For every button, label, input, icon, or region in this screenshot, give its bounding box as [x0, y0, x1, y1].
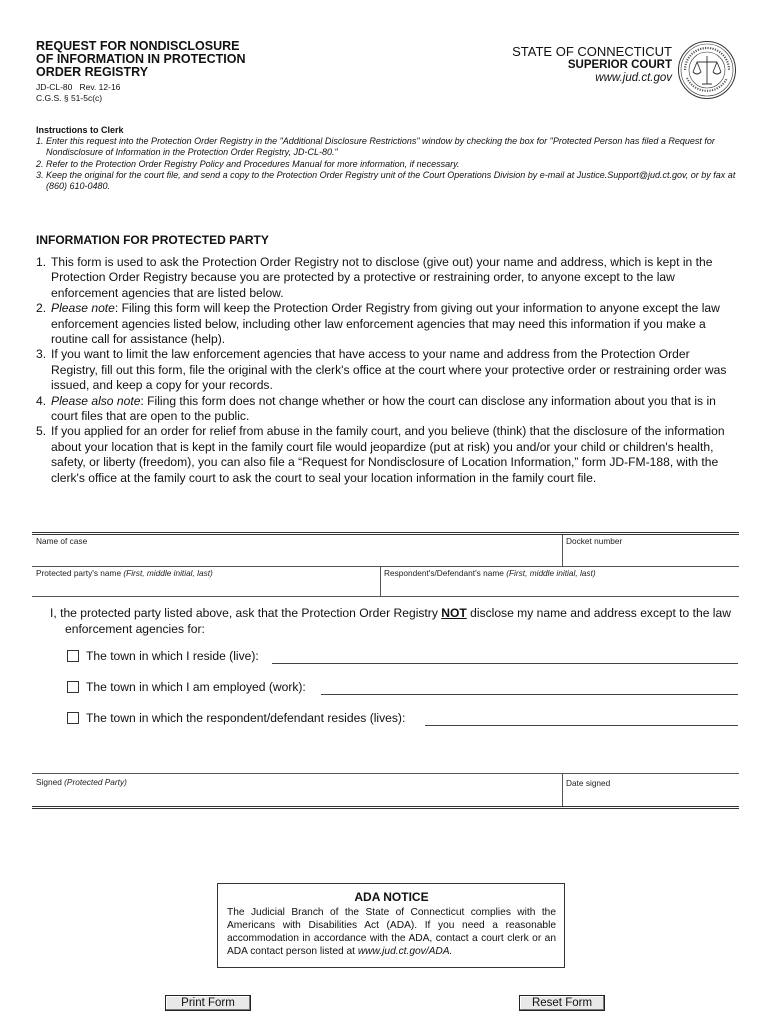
field-divider [32, 806, 739, 809]
option-reside [67, 648, 259, 664]
form-title [36, 40, 296, 79]
instruction-item [36, 136, 736, 158]
court-seal-icon [677, 40, 737, 100]
protected-party-name-text: Protected party's name [36, 568, 122, 578]
docket-number-label: Docket number [566, 536, 623, 546]
instruction-text: Refer to the Protection Order Registry Policy and Procedures Manual for more information, if necessary. [46, 158, 460, 169]
signature-block [32, 773, 739, 813]
info-emphasis: Please also note [51, 393, 141, 408]
instruction-text: Enter this request into the Protection Order Registry in the "Additional Disclosure Restrictions" window by checking the box for "Protected Person has filed a Request for Nondisclosure of Information in the Protection Order Registry, JD-CL-80." [46, 136, 715, 158]
info-number: 3. [36, 347, 47, 362]
reside-checkbox[interactable] [67, 650, 79, 662]
info-emphasis: Please note [51, 301, 115, 316]
info-number: 4. [36, 393, 47, 408]
info-number: 1. [36, 255, 47, 269]
field-divider [32, 566, 739, 567]
name-of-case-label: Name of case [36, 536, 88, 546]
date-signed-label: Date signed [566, 778, 611, 788]
ada-body-text: The Judicial Branch of the State of Connecticut complies with the Americans with Disabilities Act (ADA). If you need a reasonable accommodation in accordance with the ADA, contact a court clerk or an ADA contact person listed at [227, 907, 556, 957]
info-text-body: If you applied for an order for relief from abuse in the family court, and you believe (think) that the disclosure of the information about your location that is kept in the family court file would jeopardize (put at risk) you and/or your child or children's health, safety, or liberty (freedom), you can also file a “Request for Nondisclosure of Location Information,” form JD-FM-188, with the clerk's office at the family court to ask the court to seal your location information in the family court file. [51, 424, 725, 485]
info-text-body: This form is used to ask the Protection Order Registry not to disclose (give out) your name and address, which is kept in the Protection Order Registry because you are protected by a protective or restraining order, to anyone except to the law enforcement agencies that are listed below. [51, 255, 713, 300]
print-form-button[interactable]: Print Form [165, 995, 251, 1011]
signed-label-hint: (Protected Party) [64, 777, 127, 787]
option-respondent [67, 710, 405, 726]
nondisclosure-request [50, 605, 740, 637]
ada-notice [217, 883, 565, 968]
signature-field[interactable] [34, 787, 559, 805]
field-divider [562, 773, 563, 806]
respondent-name-label [384, 568, 596, 578]
option-label: The town in which I am employed (work): [86, 680, 306, 694]
date-signed-field[interactable] [565, 787, 737, 805]
info-item [36, 255, 738, 301]
request-not-word: NOT [441, 606, 467, 620]
instruction-number: 3. [36, 169, 44, 180]
instruction-item [36, 170, 736, 192]
info-item [36, 301, 738, 347]
statute-reference: C.G.S. § 51-5c(c) [36, 93, 103, 103]
respondent-name-text: Respondent's/Defendant's name [384, 568, 504, 578]
info-text [51, 301, 738, 347]
form-title-line: ORDER REGISTRY [36, 65, 149, 79]
info-item [36, 394, 738, 425]
field-divider [32, 773, 739, 774]
ada-body [227, 906, 556, 958]
protected-party-name-label [36, 568, 213, 578]
case-fields [32, 532, 739, 612]
info-item [36, 424, 738, 486]
employed-town-field[interactable] [321, 694, 738, 695]
option-label: The town in which I reside (live): [86, 649, 259, 663]
employed-checkbox[interactable] [67, 681, 79, 693]
field-divider [380, 566, 381, 596]
ada-link[interactable]: www.jud.ct.gov/ADA. [357, 946, 453, 957]
instruction-item [36, 159, 736, 170]
docket-number-field[interactable] [565, 546, 737, 566]
info-text [51, 394, 738, 425]
protected-party-info-list [36, 255, 738, 486]
respondent-name-hint: (First, middle initial, last) [506, 568, 596, 578]
signed-label-text: Signed [36, 777, 62, 787]
court-name: SUPERIOR COURT [567, 59, 672, 71]
form-title-line: OF INFORMATION IN PROTECTION [36, 52, 246, 66]
name-of-case-field[interactable] [34, 546, 559, 566]
protected-party-name-hint: (First, middle initial, last) [123, 568, 213, 578]
clerk-instructions [36, 125, 736, 192]
respondent-name-field[interactable] [383, 578, 737, 596]
field-divider [562, 535, 563, 567]
ada-title: ADA NOTICE [354, 890, 429, 904]
option-label: The town in which the respondent/defendant resides (lives): [86, 711, 406, 725]
instruction-number: 1. [36, 136, 44, 147]
instruction-text: Keep the original for the court file, and send a copy to the Protection Order Registry unit of the Court Operations Division by e-mail at Justice.Support@jud.ct.gov, or by fax at (860) 610-0480. [46, 169, 736, 192]
info-number: 5. [36, 424, 47, 439]
info-item [36, 347, 738, 393]
info-text [51, 255, 738, 301]
protected-party-name-field[interactable] [34, 578, 377, 596]
court-block [512, 45, 672, 85]
court-website: www.jud.ct.gov [595, 72, 672, 84]
info-text [51, 347, 738, 393]
instruction-number: 2. [36, 158, 44, 169]
info-text-body: : Filing this form does not change whether or how the court can disclose any information about you that is in court files that are open to the public. [51, 393, 716, 424]
section-title: INFORMATION FOR PROTECTED PARTY [36, 233, 269, 247]
request-text-after: disclose my name and address except to the law enforcement agencies for: [65, 606, 731, 636]
reset-form-button[interactable]: Reset Form [519, 995, 605, 1011]
respondent-town-field[interactable] [425, 725, 738, 726]
option-employed [67, 679, 306, 695]
info-text-body: : Filing this form will keep the Protection Order Registry from giving out your information to anyone except the law enforcement agencies listed below, including other law enforcement agencies that may need this information if you make a routine call for assistance (help). [51, 301, 720, 347]
field-divider [32, 532, 739, 535]
info-text [51, 424, 738, 486]
form-meta [36, 82, 120, 104]
request-text-before: I, the protected party listed above, ask that the Protection Order Registry [50, 606, 442, 620]
signed-label [36, 777, 127, 787]
reside-town-field[interactable] [272, 663, 738, 664]
state-name: STATE OF CONNECTICUT [512, 44, 672, 59]
form-title-line: REQUEST FOR NONDISCLOSURE [36, 39, 240, 53]
form-number: JD-CL-80 Rev. 12-16 [36, 82, 121, 92]
info-number: 2. [36, 301, 47, 316]
respondent-checkbox[interactable] [67, 712, 79, 724]
info-text-body: If you want to limit the law enforcement agencies that have access to your name and address from the Protection Order Registry, fill out this form, file the original with the clerk's office at the court where your protective order or restraining order was issued, and keep a copy for your records. [51, 347, 727, 393]
instructions-heading: Instructions to Clerk [36, 125, 124, 135]
field-divider [32, 596, 739, 597]
